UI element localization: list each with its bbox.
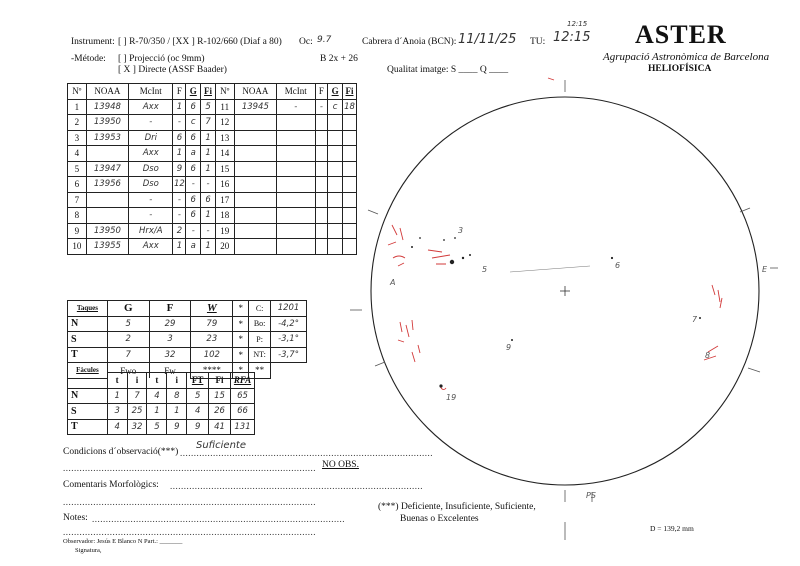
groups-cell: Dso: [129, 161, 173, 177]
spots-cell-param-label: P:: [249, 332, 271, 348]
col-g-2: G: [328, 84, 343, 100]
faculae-cell: 9: [167, 419, 187, 435]
disk-label-19: 19: [446, 393, 457, 402]
instrument-options: [ ] R-70/350 / [XX ] R-102/660 (Diaf a 80): [118, 37, 282, 47]
faculae-cell: 66: [231, 404, 255, 420]
faculae-cell: 4: [147, 388, 167, 404]
groups-cell: 10: [68, 239, 87, 255]
groups-cell: 1: [201, 130, 216, 146]
comments-dots: ............................................................................................: [170, 481, 423, 491]
spots-cell-g: 2: [107, 332, 149, 348]
groups-cell: -: [173, 115, 186, 131]
groups-cell: 18: [215, 208, 234, 224]
disk-label-9: 9: [506, 343, 512, 352]
groups-cell: 6: [186, 99, 201, 115]
groups-cell: 13956: [86, 177, 128, 193]
legend-line-2: Buenas o Excelentes: [400, 514, 479, 524]
diameter-label: D = 139,2 mm: [650, 524, 694, 533]
groups-cell: 4: [68, 146, 87, 162]
groups-cell: Dri: [129, 130, 173, 146]
spots-cell-star: *: [233, 316, 249, 332]
groups-cell: 1: [173, 239, 186, 255]
groups-cell: 1: [173, 146, 186, 162]
location-label: Cabrera d´Anoia (BCN):: [362, 37, 457, 47]
stars4-label: ****: [191, 363, 233, 379]
c-label: C:: [249, 301, 271, 317]
groups-cell: 9: [173, 161, 186, 177]
col-num: Nº: [68, 84, 87, 100]
spots-cell-g: 7: [107, 347, 149, 363]
fac-col-i2: i: [167, 373, 187, 389]
brand-subtitle: Agrupació Astronòmica de Barcelona: [603, 51, 770, 63]
oc-label: Oc:: [299, 37, 313, 47]
spots-col-w: W: [191, 301, 233, 317]
groups-cell: c: [328, 99, 343, 115]
date-value: 11/11/25: [458, 32, 517, 47]
faculae-cell: 41: [209, 419, 231, 435]
conditions-label: Condicions d´observació(***): [63, 447, 179, 457]
col-fi-2: Fi: [343, 84, 357, 100]
groups-cell: 5: [68, 161, 87, 177]
groups-cell: 6: [68, 177, 87, 193]
faculae-cell: 15: [209, 388, 231, 404]
notes-dots: ............................................................................................: [92, 514, 345, 524]
groups-cell: -: [173, 208, 186, 224]
disk-cardinal-ps: PS: [586, 491, 596, 500]
groups-cell: 6: [186, 130, 201, 146]
spots-col-star: *: [233, 301, 249, 317]
faculae-cell: 25: [127, 404, 147, 420]
c-value: 1201: [271, 301, 307, 317]
method-direct: [ X ] Directe (ASSF Baader): [118, 65, 227, 75]
groups-cell: Hrx/A: [129, 223, 173, 239]
faculae-cell: 5: [147, 419, 167, 435]
groups-cell: -: [315, 99, 328, 115]
groups-cell: 13955: [86, 239, 128, 255]
groups-cell: 7: [68, 192, 87, 208]
disk-label-5: 5: [482, 265, 488, 274]
groups-cell: Axx: [129, 146, 173, 162]
method-label: -Métode:: [71, 54, 106, 64]
brand-title: ASTER: [635, 20, 727, 49]
groups-cell: -: [129, 115, 173, 131]
groups-cell: 1: [68, 99, 87, 115]
fac-col-t1: t: [107, 373, 127, 389]
groups-cell: 6: [186, 161, 201, 177]
faculae-row-label: S: [68, 404, 108, 420]
disk-label-7: 7: [692, 315, 698, 324]
faculae-cell: 9: [187, 419, 209, 435]
spots-col-f: F: [149, 301, 191, 317]
col-f-2: F: [315, 84, 328, 100]
col-fi: Fi: [201, 84, 216, 100]
groups-cell: c: [186, 115, 201, 131]
faculae-cell: 1: [147, 404, 167, 420]
fac-col-i1: i: [127, 373, 147, 389]
tu-label: TU:: [530, 37, 546, 47]
stars2-label: **: [249, 363, 271, 379]
spots-cell-param-value: -3,7°: [271, 347, 307, 363]
binning-label: B 2x + 26: [320, 54, 358, 64]
fac-col-rfa: RFA: [231, 373, 255, 389]
faculae-cell: 4: [187, 404, 209, 420]
groups-cell: 13: [215, 130, 234, 146]
groups-cell: 13950: [86, 115, 128, 131]
spots-title: Taques: [68, 301, 108, 317]
dots-line-3: ............................................................................................: [63, 527, 316, 537]
faculae-cell: 5: [187, 388, 209, 404]
spots-cell-f: 32: [149, 347, 191, 363]
col-mcint: McInt: [129, 84, 173, 100]
groups-cell: -: [186, 223, 201, 239]
disk-label-3: 3: [458, 226, 464, 235]
groups-cell: 2: [68, 115, 87, 131]
groups-cell: 15: [215, 161, 234, 177]
col-noaa: NOAA: [86, 84, 128, 100]
col-num-2: Nº: [215, 84, 234, 100]
groups-cell: 6: [173, 130, 186, 146]
groups-cell: 12: [215, 115, 234, 131]
groups-cell: -: [201, 223, 216, 239]
groups-cell: 16: [215, 177, 234, 193]
spots-cell-w: 102: [191, 347, 233, 363]
faculae-cell: 7: [127, 388, 147, 404]
col-f: F: [173, 84, 186, 100]
faculae-cell: 26: [209, 404, 231, 420]
faculae-cell: 1: [107, 388, 127, 404]
spots-cell-w: 79: [191, 316, 233, 332]
spots-cell-star: *: [233, 347, 249, 363]
groups-cell: 13947: [86, 161, 128, 177]
groups-cell: 17: [215, 192, 234, 208]
groups-cell: -: [129, 192, 173, 208]
groups-cell: 13953: [86, 130, 128, 146]
sunspot-marks: [411, 237, 701, 388]
col-noaa-2: NOAA: [234, 84, 276, 100]
groups-cell: -: [173, 192, 186, 208]
spots-cell-label: N: [68, 316, 108, 332]
spots-cell-star: *: [233, 332, 249, 348]
groups-cell: 3: [68, 130, 87, 146]
groups-cell: a: [186, 239, 201, 255]
fac-col-t2: t: [147, 373, 167, 389]
groups-cell: Axx: [129, 239, 173, 255]
tu-note: 12:15: [567, 20, 588, 28]
groups-cell: 1: [201, 161, 216, 177]
faculae-row-label: T: [68, 419, 108, 435]
spots-cell-param-label: Bo:: [249, 316, 271, 332]
groups-cell: 6: [186, 192, 201, 208]
groups-cell: Dso: [129, 177, 173, 193]
col-mcint-2: McInt: [277, 84, 315, 100]
spots-cell-param-value: -3,1°: [271, 332, 307, 348]
groups-cell: 1: [201, 239, 216, 255]
faculae-markings: [388, 78, 722, 390]
notes-label: Notes:: [63, 513, 88, 523]
spots-cell-label: T: [68, 347, 108, 363]
groups-cell: 14: [215, 146, 234, 162]
spots-cell-g: 5: [107, 316, 149, 332]
conditions-value: Suficiente: [196, 440, 246, 451]
col-g: G: [186, 84, 201, 100]
faculae-cell: 131: [231, 419, 255, 435]
faculae-cell: 8: [167, 388, 187, 404]
faculae-title: Fàcules: [68, 363, 108, 379]
groups-cell: 13950: [86, 223, 128, 239]
groups-cell: 2: [173, 223, 186, 239]
groups-cell: 6: [186, 208, 201, 224]
groups-cell: 20: [215, 239, 234, 255]
faculae-cell: 32: [127, 419, 147, 435]
spots-cell-label: S: [68, 332, 108, 348]
fwo-label: Fwo: [107, 363, 149, 379]
disk-center-cross: [560, 286, 570, 296]
brand-section: HELIOFÍSICA: [648, 64, 712, 74]
spots-cell-f: 29: [149, 316, 191, 332]
groups-cell: 19: [215, 223, 234, 239]
disk-label-6: 6: [615, 261, 621, 270]
legend-line-1: (***) Deficiente, Insuficiente, Suficiente,: [378, 502, 536, 512]
tu-value: 12:15: [553, 30, 591, 45]
groups-cell: -: [201, 177, 216, 193]
spots-cell-param-label: NT:: [249, 347, 271, 363]
comments-label: Comentaris Morfològics:: [63, 480, 159, 490]
faculae-row-label: N: [68, 388, 108, 404]
instrument-label: Instrument:: [71, 37, 115, 47]
faculae-cell: 4: [107, 419, 127, 435]
groups-cell: 1: [173, 99, 186, 115]
groups-cell: 11: [215, 99, 234, 115]
spots-cell-param-value: -4,2°: [271, 316, 307, 332]
groups-cell: 13945: [234, 99, 276, 115]
groups-cell: -: [277, 99, 315, 115]
groups-cell: -: [129, 208, 173, 224]
fw-label: Fw: [149, 363, 191, 379]
groups-cell: 7: [201, 115, 216, 131]
method-projection: [ ] Projecció (oc 9mm): [118, 54, 205, 64]
no-obs-label: NO OBS.: [322, 460, 359, 470]
groups-cell: 9: [68, 223, 87, 239]
disk-label-8: 8: [705, 351, 711, 360]
conditions-dots: ............................................................................................: [180, 448, 433, 458]
groups-cell: -: [186, 177, 201, 193]
faculae-cell: 1: [167, 404, 187, 420]
groups-cell: 13948: [86, 99, 128, 115]
equator-sketch-line: [510, 266, 590, 272]
dots-line-2: ............................................................................................: [63, 497, 316, 507]
fac-col-ft: FT: [187, 373, 209, 389]
faculae-cell: 65: [231, 388, 255, 404]
quality-label: Qualitat imatge: S ____ Q ____: [387, 65, 509, 75]
observer-line: Observador: Jesús E Blanco N Part.: _______: [63, 538, 183, 545]
groups-cell: 18: [343, 99, 357, 115]
groups-cell: 12: [173, 177, 186, 193]
star1-label: *: [233, 363, 249, 379]
groups-cell: 6: [201, 192, 216, 208]
dots-line-1: ............................................................................................: [63, 463, 316, 473]
disk-label-a: A: [390, 278, 396, 287]
signature-label: Signatura,: [75, 547, 102, 554]
groups-cell: 5: [201, 99, 216, 115]
spots-cell-w: 23: [191, 332, 233, 348]
oc-value: 9.7: [317, 35, 332, 45]
groups-cell: Axx: [129, 99, 173, 115]
spots-col-g: G: [107, 301, 149, 317]
groups-cell: 8: [68, 208, 87, 224]
fac-col-fi: Fi: [209, 373, 231, 389]
faculae-cell: 3: [107, 404, 127, 420]
disk-cardinal-e: E: [762, 265, 768, 274]
disk-tick-marks: [350, 80, 778, 540]
groups-cell: 1: [201, 208, 216, 224]
spots-cell-f: 3: [149, 332, 191, 348]
groups-cell: 1: [201, 146, 216, 162]
groups-cell: a: [186, 146, 201, 162]
